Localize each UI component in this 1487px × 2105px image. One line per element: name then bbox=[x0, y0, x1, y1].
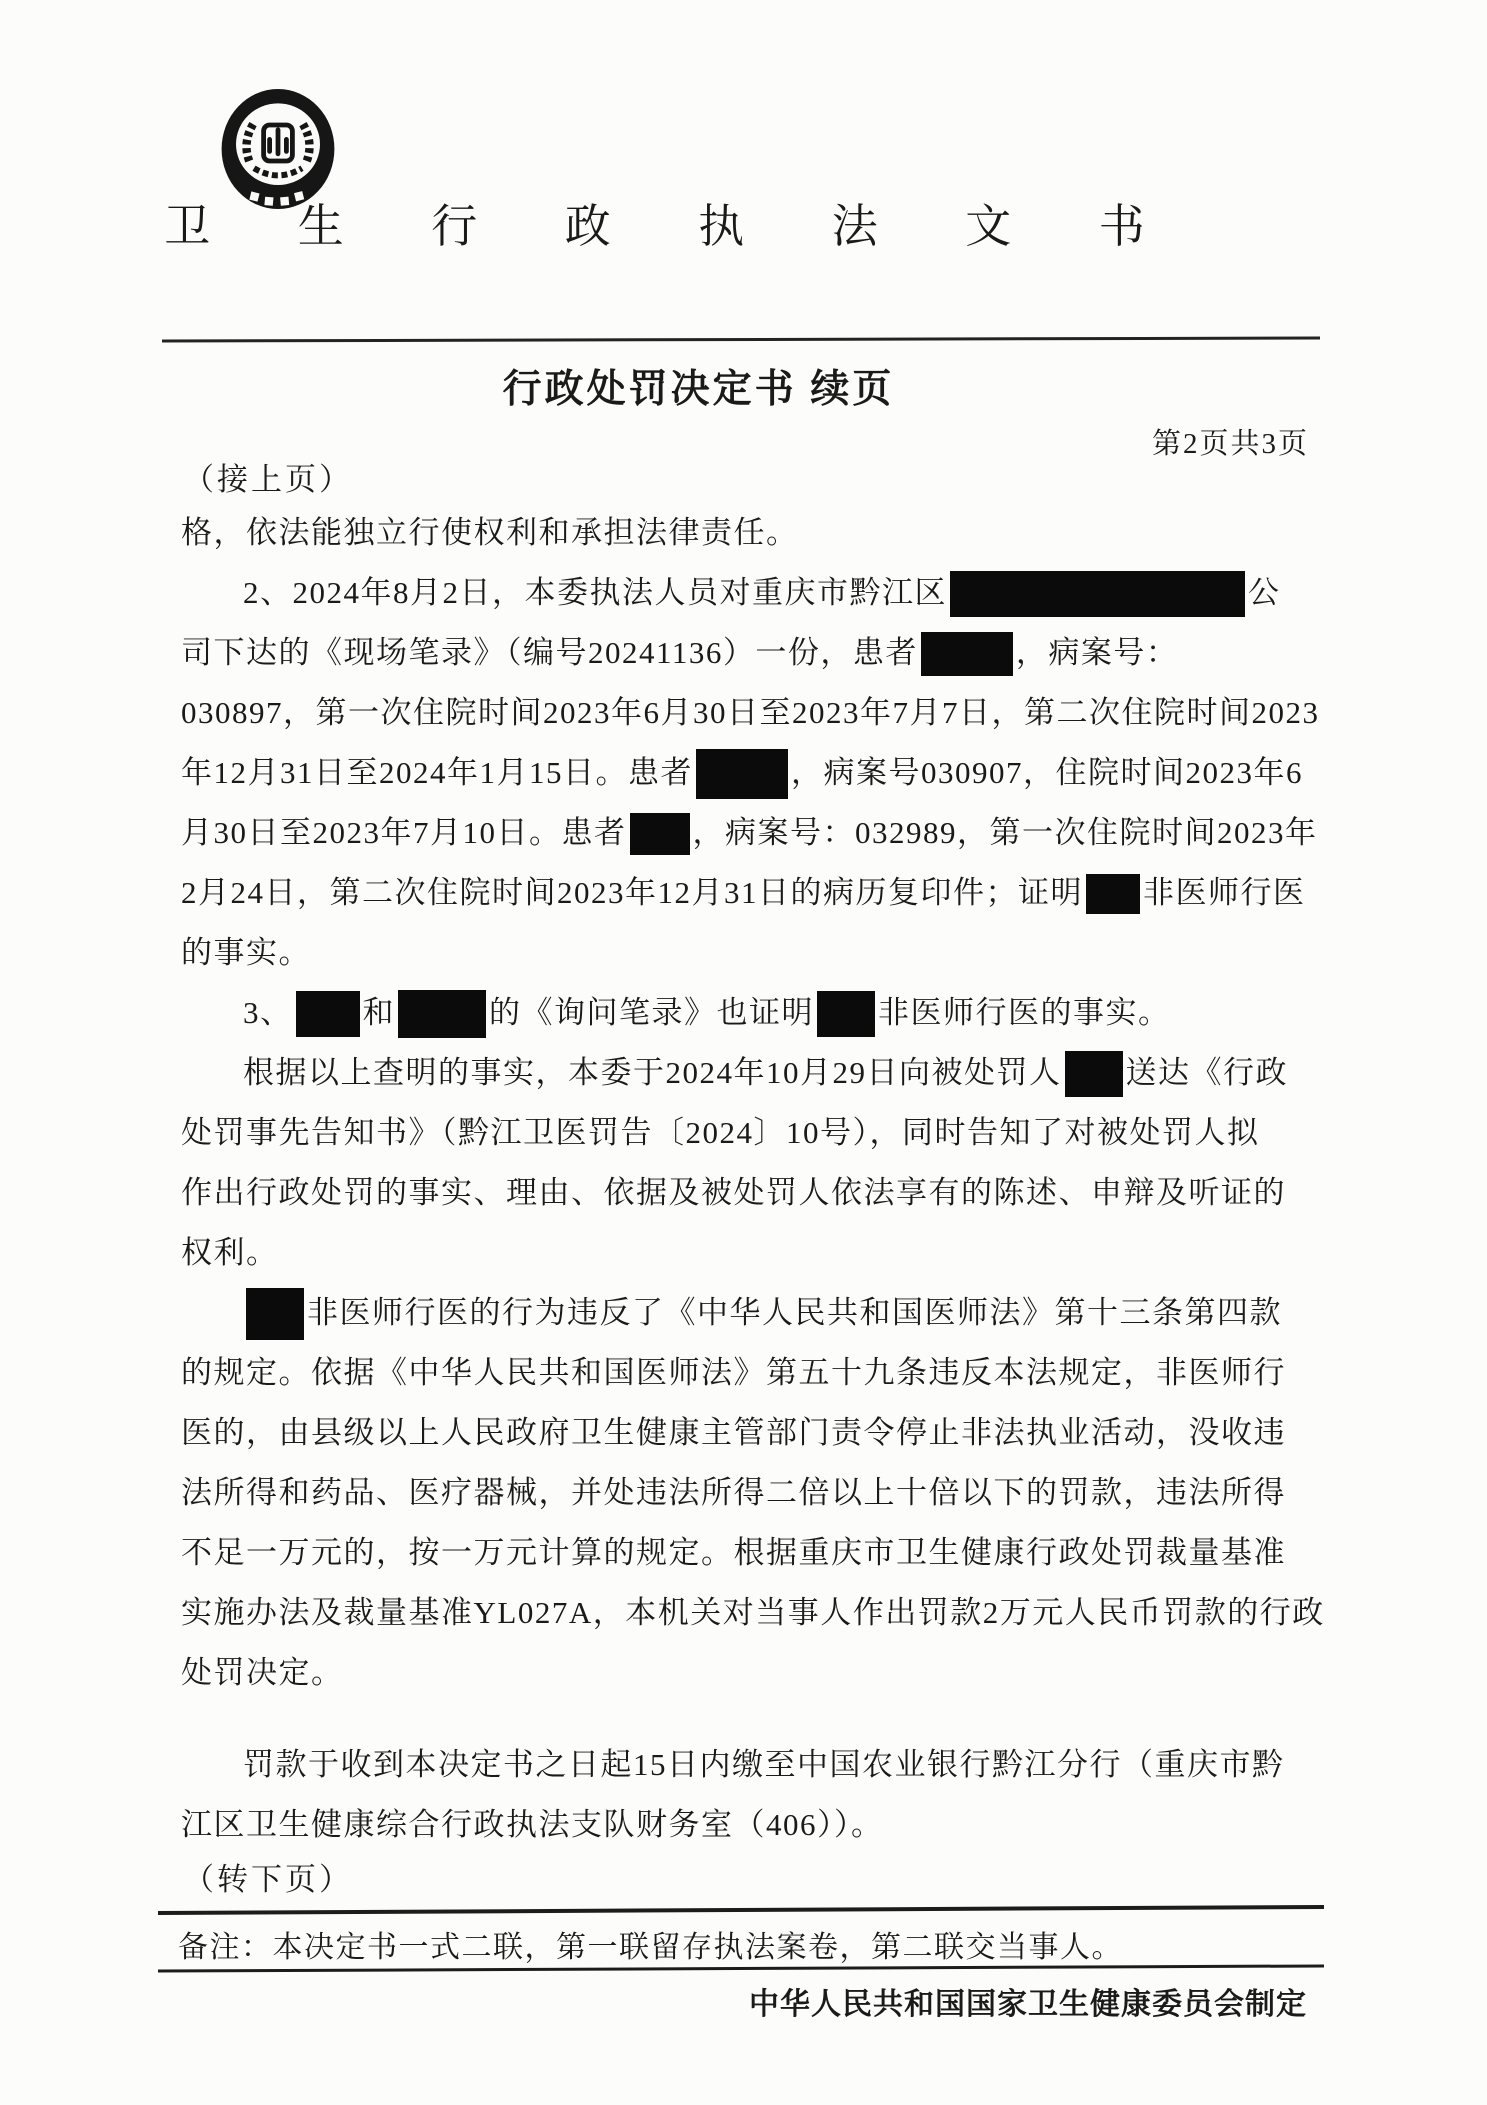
body-line bbox=[181, 623, 1281, 683]
body-line bbox=[181, 503, 1281, 563]
body-text: 处罚事先告知书》（黔江卫医罚告〔2024〕10号），同时告知了对被处罚人拟 bbox=[181, 1115, 1260, 1150]
body-text: 年12月31日至2024年1月15日。患者 bbox=[181, 755, 693, 790]
title-underline bbox=[162, 336, 1320, 342]
redaction-box bbox=[921, 632, 1013, 676]
body-text: 和 bbox=[362, 995, 395, 1030]
body-line bbox=[181, 563, 1281, 623]
body-line bbox=[181, 743, 1303, 803]
body-text: 非医师行医 bbox=[1143, 875, 1306, 910]
body-text: ，病案号030907，住院时间2023年6 bbox=[791, 755, 1303, 790]
body-line bbox=[181, 1223, 1281, 1283]
body-text: 2月24日，第二次住院时间2023年12月31日的病历复印件；证明 bbox=[181, 875, 1083, 910]
body-text: 3、 bbox=[243, 995, 293, 1030]
redaction-box bbox=[1065, 1051, 1123, 1097]
footer-divider-top bbox=[158, 1905, 1324, 1915]
redaction-box bbox=[1086, 874, 1140, 914]
body-line bbox=[181, 1643, 1281, 1703]
body-text: 非医师行医的行为违反了《中华人民共和国医师法》第十三条第四款 bbox=[307, 1295, 1282, 1330]
body-line bbox=[181, 1403, 1286, 1463]
continued-from-previous-note: （接上页） bbox=[183, 462, 353, 497]
body-text: 格，依法能独立行使权利和承担法律责任。 bbox=[181, 515, 799, 550]
body-line bbox=[181, 1343, 1286, 1403]
document-title: 行政处罚决定书 续页 bbox=[502, 368, 895, 411]
body-text: 月30日至2023年7月10日。患者 bbox=[181, 815, 627, 850]
body-line bbox=[181, 923, 1281, 983]
redaction-box bbox=[950, 571, 1245, 617]
body-text: 罚款于收到本决定书之日起15日内缴至中国农业银行黔江分行（重庆市黔 bbox=[243, 1747, 1285, 1782]
body-text: 司下达的《现场笔录》（编号20241136）一份，患者 bbox=[181, 635, 918, 670]
body-text: 送达《行政 bbox=[1125, 1055, 1288, 1090]
redaction-box bbox=[630, 813, 690, 855]
body-line bbox=[181, 1523, 1286, 1583]
body-line bbox=[181, 1283, 1281, 1343]
body-text: 非医师行医的事实。 bbox=[878, 995, 1171, 1030]
body-text: 030897，第一次住院时间2023年6月30日至2023年7月7日，第二次住院时间2023 bbox=[181, 695, 1320, 730]
document-body bbox=[181, 503, 1325, 1855]
issuing-authority: 中华人民共和国国家卫生健康委员会制定 bbox=[749, 1988, 1307, 2021]
body-text: 不足一万元的，按一万元计算的规定。根据重庆市卫生健康行政处罚裁量基准 bbox=[181, 1535, 1286, 1570]
body-line bbox=[181, 683, 1320, 743]
document-category-title: 卫 生 行 政 执 法 文 书 bbox=[164, 201, 1183, 252]
body-text: 权利。 bbox=[181, 1235, 279, 1270]
body-line bbox=[181, 983, 1281, 1043]
body-line bbox=[181, 1463, 1286, 1523]
body-text: 处罚决定。 bbox=[181, 1655, 344, 1690]
redaction-box bbox=[246, 1288, 304, 1340]
remark-note: 备注：本决定书一式二联，第一联留存执法案卷，第二联交当事人。 bbox=[178, 1931, 1123, 1964]
body-text: 根据以上查明的事实，本委于2024年10月29日向被处罚人 bbox=[243, 1055, 1062, 1090]
page-number-indicator: 第2页共3页 bbox=[1151, 428, 1309, 460]
body-line bbox=[181, 1103, 1281, 1163]
body-line bbox=[181, 863, 1306, 923]
redaction-box bbox=[696, 749, 788, 799]
body-text: 作出行政处罚的事实、理由、依据及被处罚人依法享有的陈述、申辩及听证的 bbox=[181, 1175, 1286, 1210]
body-text: 的规定。依据《中华人民共和国医师法》第五十九条违反本法规定，非医师行 bbox=[181, 1355, 1286, 1390]
body-text: 法所得和药品、医疗器械，并处违法所得二倍以上十倍以下的罚款，违法所得 bbox=[181, 1475, 1286, 1510]
continued-on-next-note: （转下页） bbox=[183, 1862, 353, 1897]
body-text: 医的，由县级以上人民政府卫生健康主管部门责令停止非法执业活动，没收违 bbox=[181, 1415, 1286, 1450]
body-line bbox=[181, 1583, 1325, 1643]
body-line bbox=[181, 1735, 1285, 1795]
body-text: ，病案号：032989，第一次住院时间2023年 bbox=[692, 815, 1318, 850]
redaction-box bbox=[296, 991, 360, 1037]
body-text: 2、2024年8月2日，本委执法人员对重庆市黔江区 bbox=[243, 575, 947, 610]
body-line bbox=[181, 1043, 1288, 1103]
body-text: ，病案号： bbox=[1015, 635, 1179, 670]
body-text: 实施办法及裁量基准YL027A，本机关对当事人作出罚款2万元人民币罚款的行政 bbox=[181, 1595, 1325, 1630]
body-text: 公 bbox=[1248, 575, 1281, 610]
body-text: 江区卫生健康综合行政执法支队财务室（406））。 bbox=[181, 1807, 884, 1842]
body-text: 的事实。 bbox=[181, 935, 311, 970]
redaction-box bbox=[398, 990, 486, 1038]
body-line bbox=[181, 1163, 1286, 1223]
body-line bbox=[181, 1795, 1281, 1855]
body-line bbox=[181, 803, 1318, 863]
body-text: 的《询问笔录》也证明 bbox=[489, 995, 814, 1030]
redaction-box bbox=[817, 991, 875, 1037]
